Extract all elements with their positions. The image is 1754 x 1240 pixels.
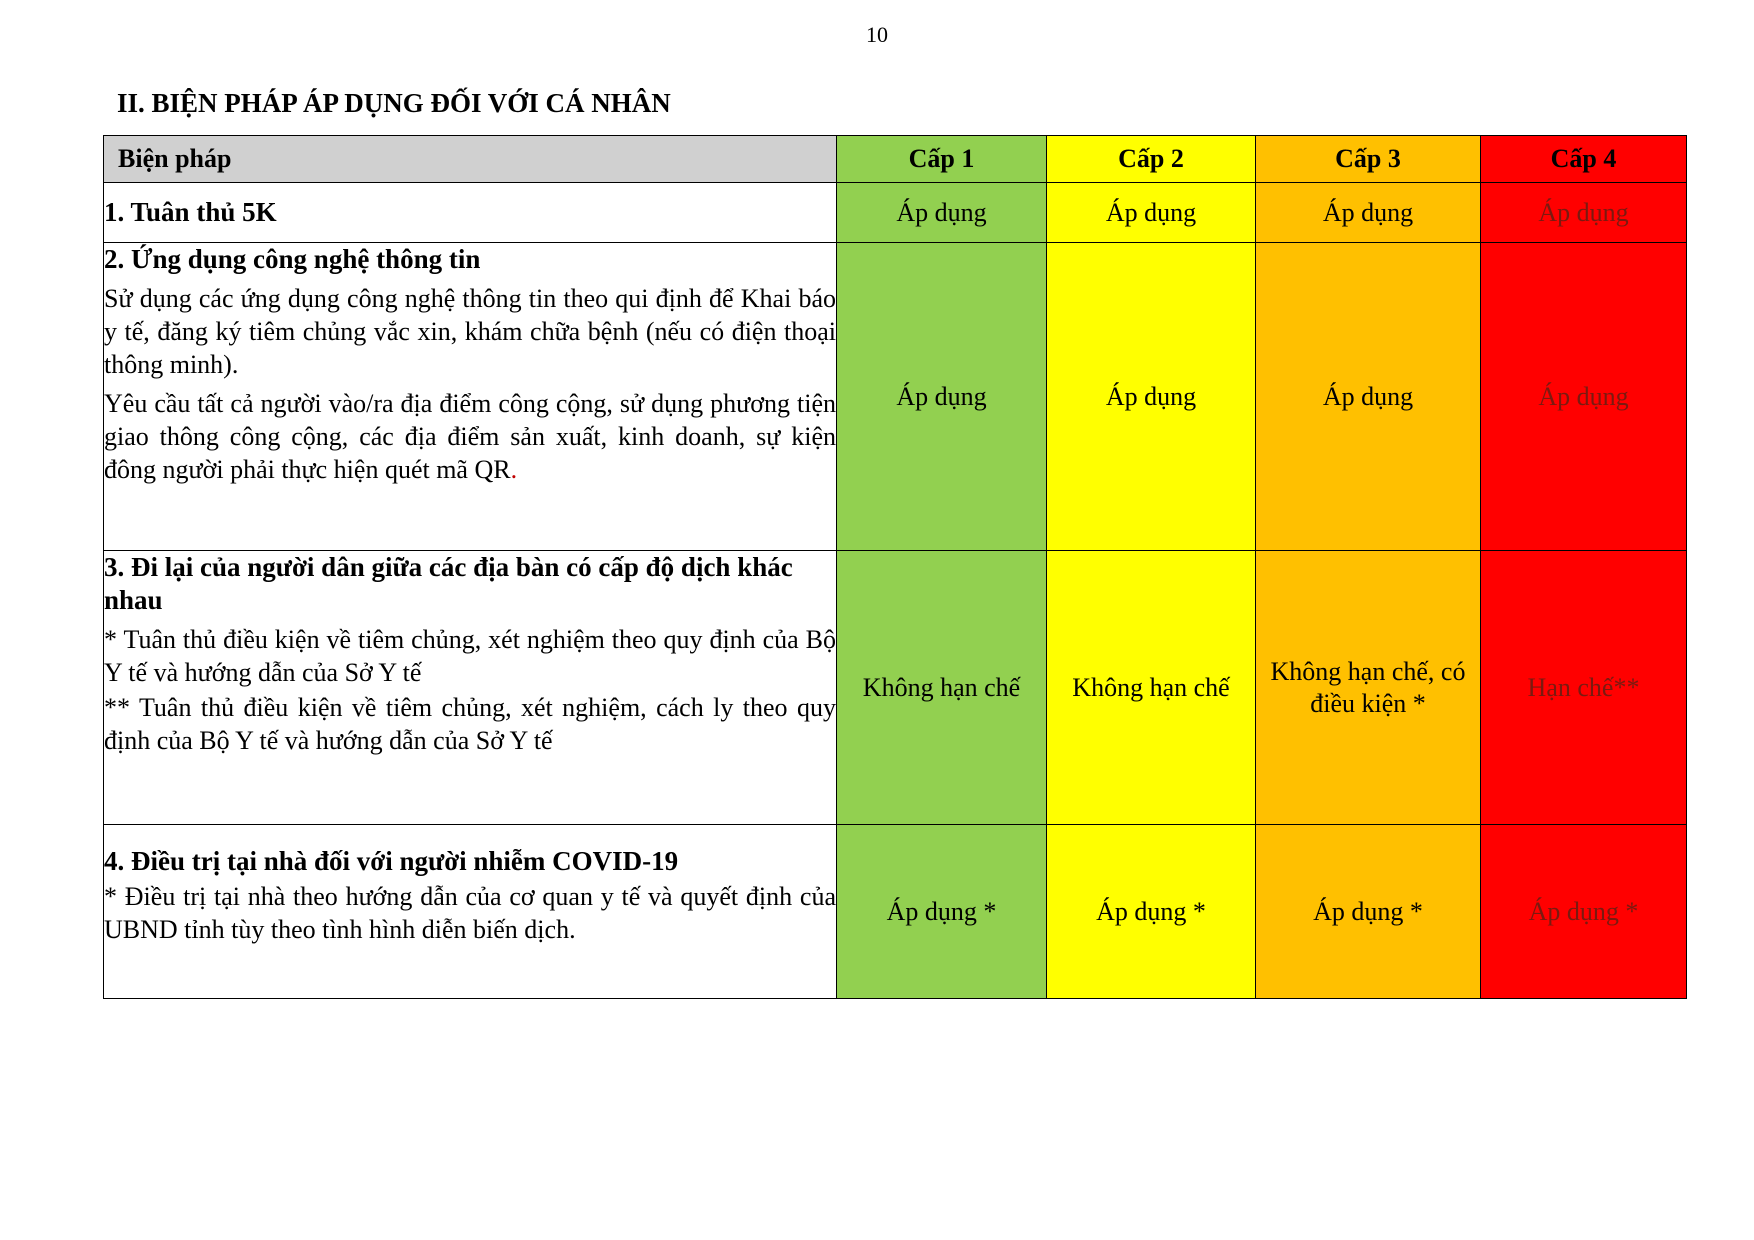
level-1-value: Không hạn chế [837, 551, 1047, 825]
level-3-value: Áp dụng [1256, 183, 1481, 243]
measure-title: 4. Điều trị tại nhà đối với người nhiễm COVID-19 [104, 846, 679, 876]
level-1-value: Áp dụng * [837, 825, 1047, 999]
measure-cell [104, 551, 837, 825]
measure-paragraph: Sử dụng các ứng dụng công nghệ thông tin theo qui định để Khai báo y tế, đăng ký tiêm chủng vắc xin, khám chữa bệnh (nếu có điện thoại thông minh). [104, 284, 836, 379]
measure-title: 1. Tuân thủ 5K [104, 197, 277, 227]
table-row [104, 551, 1687, 825]
level-4-value: Hạn chế** [1481, 551, 1687, 825]
table-row [104, 825, 1687, 999]
measure-paragraph-period: . [510, 455, 518, 484]
level-1-value: Áp dụng [837, 183, 1047, 243]
header-level-4: Cấp 4 [1481, 136, 1687, 183]
measure-paragraph: * Tuân thủ điều kiện về tiêm chủng, xét nghiệm theo quy định của Bộ Y tế và hướng dẫn của Sở Y tế [104, 625, 836, 687]
level-4-value: Áp dụng [1481, 183, 1687, 243]
level-2-value: Không hạn chế [1047, 551, 1256, 825]
level-3-value: Không hạn chế, có điều kiện * [1256, 551, 1481, 825]
level-1-value: Áp dụng [837, 243, 1047, 551]
measure-title: 2. Ứng dụng công nghệ thông tin [104, 244, 481, 274]
header-level-3: Cấp 3 [1256, 136, 1481, 183]
measure-title: 3. Đi lại của người dân giữa các địa bàn có cấp độ dịch khác nhau [104, 552, 793, 615]
measure-cell [104, 825, 837, 999]
level-4-value: Áp dụng [1481, 243, 1687, 551]
table-row [104, 183, 1687, 243]
page-number: 10 [866, 22, 888, 47]
header-level-2: Cấp 2 [1047, 136, 1256, 183]
measures-table [103, 135, 1687, 999]
section-heading: II. BIỆN PHÁP ÁP DỤNG ĐỐI VỚI CÁ NHÂN [117, 88, 671, 118]
level-2-value: Áp dụng [1047, 183, 1256, 243]
measure-paragraph: * Điều trị tại nhà theo hướng dẫn của cơ quan y tế và quyết định của UBND tỉnh tùy theo tình hình diễn biến dịch. [104, 882, 836, 944]
measure-cell [104, 183, 837, 243]
header-level-1: Cấp 1 [837, 136, 1047, 183]
measure-paragraph: ** Tuân thủ điều kiện về tiêm chủng, xét nghiệm, cách ly theo quy định của Bộ Y tế và hướng dẫn của Sở Y tế [104, 693, 836, 755]
level-2-value: Áp dụng * [1047, 825, 1256, 999]
measure-paragraph: Yêu cầu tất cả người vào/ra địa điểm công cộng, sử dụng phương tiện giao thông công cộng, các địa điểm sản xuất, kinh doanh, sự kiện đông người phải thực hiện quét mã QR [104, 389, 836, 484]
table-header-row [104, 136, 1687, 183]
level-2-value: Áp dụng [1047, 243, 1256, 551]
level-3-value: Áp dụng [1256, 243, 1481, 551]
level-4-value: Áp dụng * [1481, 825, 1687, 999]
table-row [104, 243, 1687, 551]
header-measure: Biện pháp [104, 136, 837, 183]
measure-cell [104, 243, 837, 551]
level-3-value: Áp dụng * [1256, 825, 1481, 999]
